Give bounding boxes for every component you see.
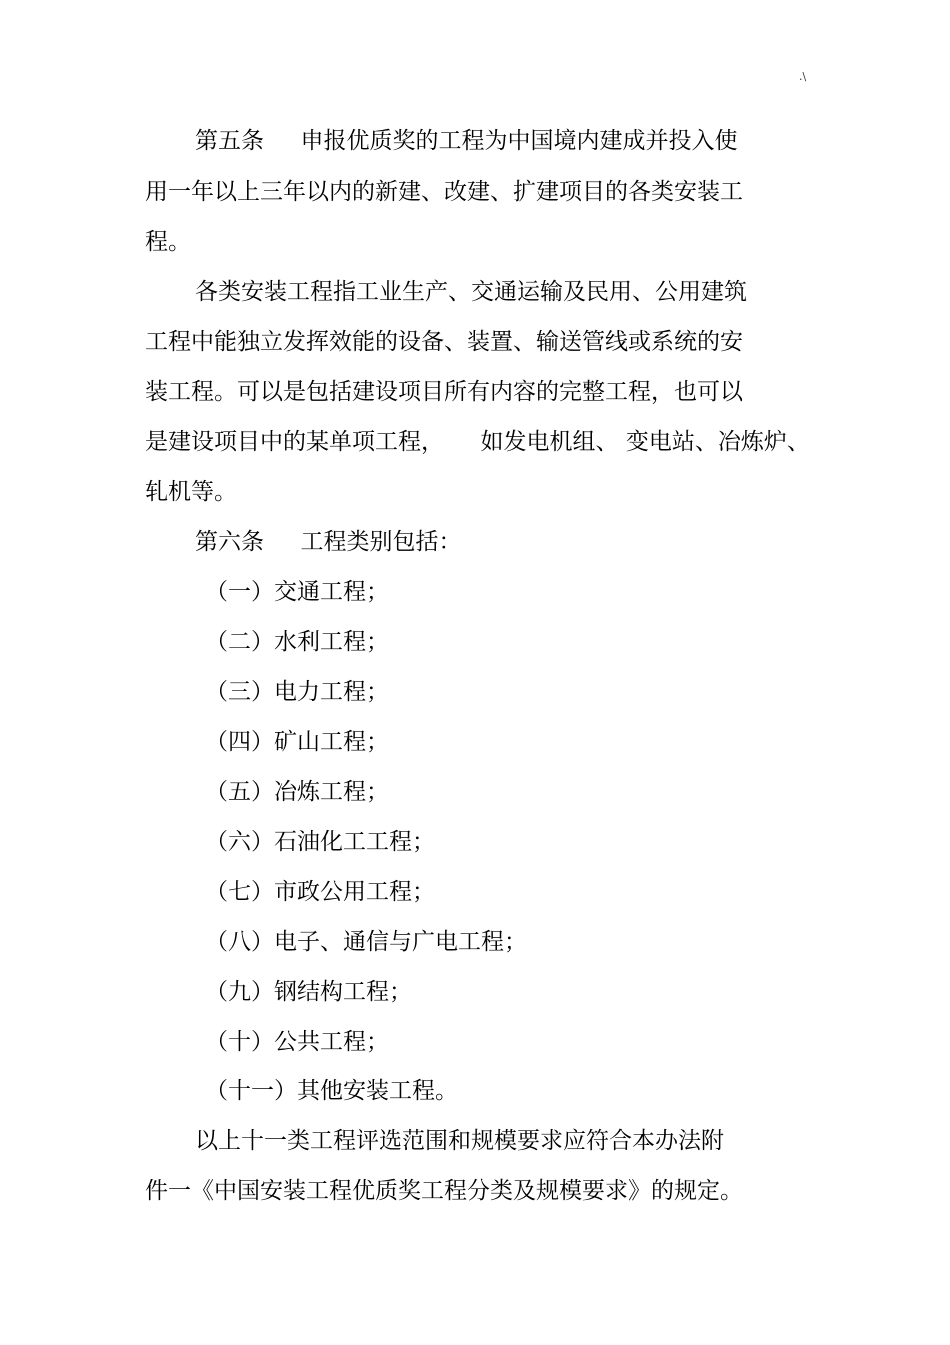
text-line: 第五条 申报优质奖的工程为中国境内建成并投入使 — [195, 128, 738, 154]
text-line: 装工程。可以是包括建设项目所有内容的完整工程，也可以 — [145, 379, 743, 405]
text-line: 程。 — [145, 229, 191, 255]
list-item: （三）电力工程； — [205, 679, 389, 705]
list-item: （十）公共工程； — [205, 1029, 389, 1055]
text-line: 轧机等。 — [145, 479, 237, 505]
list-item: （四）矿山工程； — [205, 729, 389, 755]
list-item: （二）水利工程； — [205, 629, 389, 655]
article-6-heading: 第六条 工程类别包括： — [195, 529, 462, 555]
text-line: 件一《中国安装工程优质奖工程分类及规模要求》的规定。 — [145, 1178, 743, 1204]
text-line: 以上十一类工程评选范围和规模要求应符合本办法附 — [195, 1128, 724, 1154]
text-line: 用一年以上三年以内的新建、改建、扩建项目的各类安装工 — [145, 179, 743, 205]
list-item: （六）石油化工工程； — [205, 829, 435, 855]
list-item: （九）钢结构工程； — [205, 979, 412, 1005]
list-item: （十一）其他安装工程。 — [205, 1078, 458, 1104]
page-corner-mark: .\ — [799, 70, 807, 83]
text-line: 工程中能独立发挥效能的设备、装置、输送管线或系统的安 — [145, 329, 743, 355]
list-item: （一）交通工程； — [205, 579, 389, 605]
text-line: 各类安装工程指工业生产、交通运输及民用、公用建筑 — [195, 279, 747, 305]
list-item: （五）冶炼工程； — [205, 779, 389, 805]
list-item: （七）市政公用工程； — [205, 879, 435, 905]
text-line: 是建设项目中的某单项工程， 如发电机组、 变电站、冶炼炉、 — [145, 429, 810, 455]
list-item: （八）电子、通信与广电工程； — [205, 929, 527, 955]
